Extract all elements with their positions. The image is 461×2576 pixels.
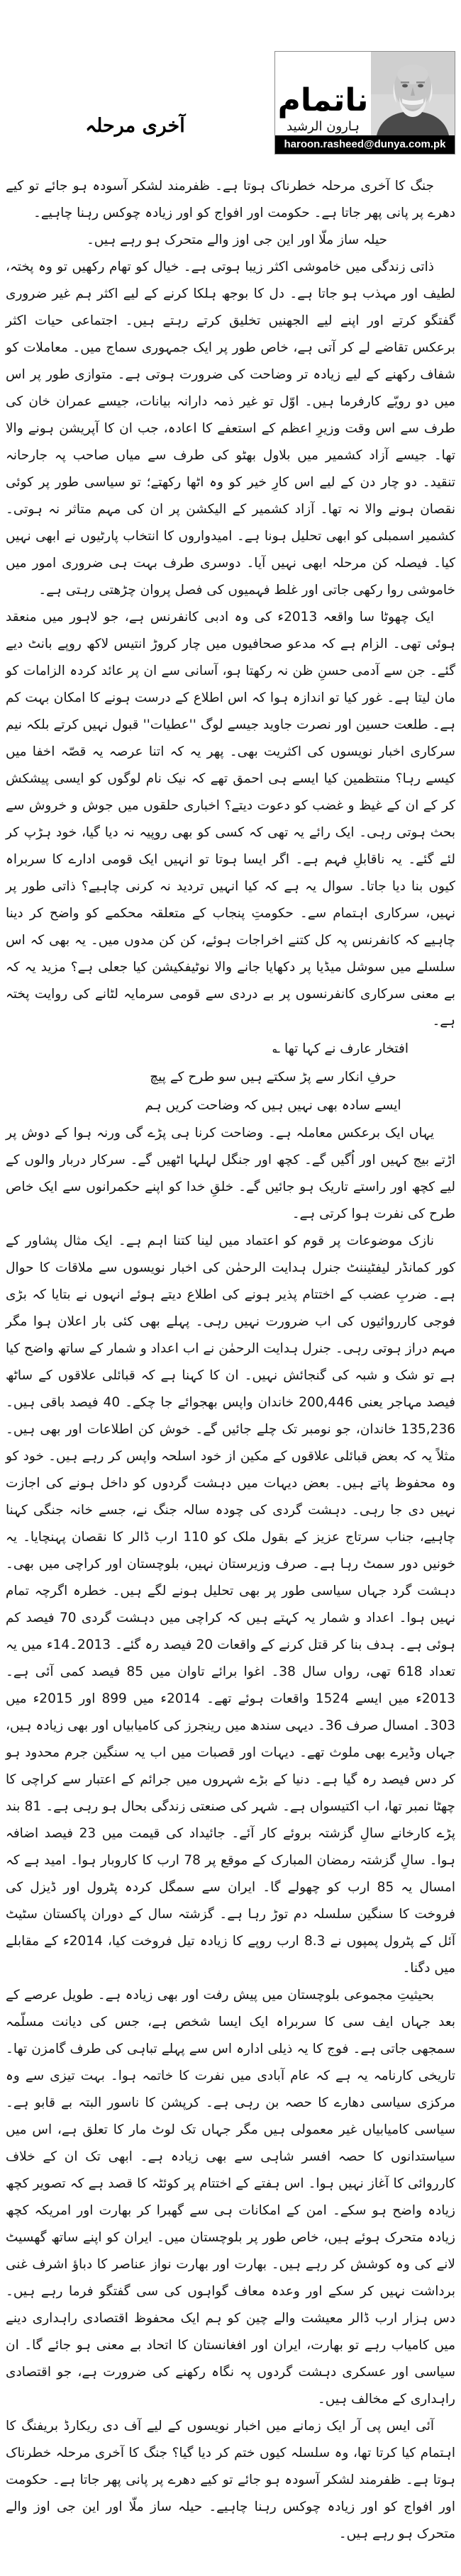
paragraph-closing: آئی ایس پی آر ایک زمانے میں اخبار نویسوں کے لیے آف دی ریکارڈ بریفنگ کا اہتمام کیا کرتا تھا، وہ سلسلہ کیوں ختم کر دیا گیا؟ جنگ کا آخری مرحلہ خطرناک ہوتا ہے۔ ظفرمند لشکر آسودہ ہو جائے تو کیے دھرے پر پانی پھر جاتا ہے۔ حکومت اور افواج کو اور زیادہ چوکس رہنا چاہیے۔ حیلہ ساز ملّا اور این جی اوز والے متحرک ہو رہے ہیں۔ bbox=[6, 2419, 455, 2541]
poem-verse-2: ایسے سادہ بھی نہیں ہیں کہ وضاحت کریں ہم bbox=[145, 1098, 401, 1113]
column-header bbox=[6, 21, 455, 155]
title-area bbox=[6, 21, 265, 137]
poem-attribution: افتخار عارف نے کہا تھا ؎ bbox=[272, 1041, 409, 1056]
article-body bbox=[6, 173, 455, 2548]
column-header-box bbox=[274, 51, 455, 155]
paragraph-statistics: نازک موضوعات پر قوم کو اعتماد میں لینا کتنا اہم ہے۔ ایک مثال پشاور کے کور کمانڈر لیفٹیننٹ جنرل ہدایت الرحمٰن کی اخبار نویسوں سے ملاقات کا حوال ہے۔ ضربِ عضب کے اختتام پذیر ہونے کی اطلاع دیتے ہوئے انہوں نے بتایا کہ بڑی فوجی کارروائیوں کی اب ضرورت نہیں رہی۔ پہلے بھی کئی بار اعلان ہوا مگر مہم دراز ہوتی رہی۔ جنرل ہدایت الرحمٰن نے اب اعداد و شمار کے ساتھ واضح کیا ہے تو شک و شبہ کی گنجائش نہیں۔ ان کا کہنا ہے کہ قبائلی علاقوں کے ساٹھ فیصد مہاجر یعنی 200,446 خاندان واپس بھجوائے جا چکے۔ 40 فیصد باقی ہیں۔ 135,236 خاندان، جو نومبر تک چلے جائیں گے۔ خوش کن اطلاعات اور بھی ہیں۔ مثلاً یہ کہ بعض قبائلی علاقوں کے مکین از خود اسلحہ واپس کر رہے ہیں۔ خود کو وہ محفوظ پاتے ہیں۔ بعض دیہات میں دہشت گردوں کو داخل ہونے کی اجازت نہیں دی جا رہی۔ دہشت گردی کی چودہ سالہ جنگ نے، جسے خانہ جنگی کہنا چاہیے، جناب سرتاج عزیز کے بقول ملک کو 110 ارب ڈالر کا نقصان پہنچایا۔ یہ خونیں دور سمٹ رہا ہے۔ صرف وزیرستان نہیں، بلوچستان اور کراچی میں بھی۔ دہشت گرد جہاں سیاسی طور پر بھی تحلیل ہونے لگے ہیں۔ خطرہ اگرچہ تمام نہیں ہوا۔ اعداد و شمار یہ کہتے ہیں کہ کراچی میں دہشت گردی 70 فیصد کم ہوئی ہے۔ ہدف بنا کر قتل کرنے کے واقعات 20 فیصد رہ گئے۔ 2013۔14ء میں یہ تعداد 618 تھی، رواں سال 38۔ اغوا برائے تاوان میں 85 فیصد کمی آئی ہے۔ 2013ء میں ایسے 1524 واقعات ہوئے تھے۔ 2014ء میں 899 اور 2015ء میں 303۔ امسال صرف 36۔ دیہی سندھ میں رینجرز کی کامیابیاں اور بھی زیادہ ہیں، جہاں وڈیرے بھی ملوث تھے۔ دیہات اور قصبات میں اب یہ سنگین جرم محدود ہو کر دس فیصد رہ گیا ہے۔ دنیا کے بڑے شہروں میں جرائم کے اعتبار سے کراچی کا چھٹا نمبر تھا، اب اکتیسواں ہے۔ شہر کی صنعتی زندگی بحال ہو رہی ہے۔ 81 بند پڑے کارخانے سالِ گزشتہ بروئے کار آئے۔ جائیداد کی قیمت میں 23 فیصد اضافہ ہوا۔ سالِ گزشتہ رمضان المبارک کے موقع پر 78 ارب کا کاروبار ہوا۔ امید ہے کہ امسال یہ 85 ارب کو چھولے گا۔ ایران سے سمگل کردہ پٹرول اور ڈیزل کی فروخت کا سنگین سلسلہ دم توڑ رہا ہے۔ گزشتہ سال کے دوران پاکستان سٹیٹ آئل کے پٹرول پمپوں نے 8.3 ارب روپے کا زیادہ تیل فروخت کیا، 2014ء کے مقابلے میں دگنا۔ bbox=[6, 1233, 456, 1976]
paragraph-clarification: یہاں ایک برعکس معاملہ ہے۔ وضاحت کرنا ہی پڑے گی ورنہ ہوا کے دوش پر اڑتے بیج کہیں اور اُگیں گے۔ کچھ اور جنگل لہلہا اٹھیں گے۔ سرکار دربار والوں کے لیے کچھ اور راستے تاریک ہو جائیں گے۔ خلقِ خدا کو اپنے حکمرانوں سے ایک خاص طرح کی نفرت ہوا کرتی ہے۔ bbox=[6, 1126, 455, 1221]
article-title: آخری مرحلہ bbox=[85, 115, 185, 137]
author-email: haroon.rasheed@dunya.com.pk bbox=[275, 135, 455, 154]
poem-verse-1: حرفِ انکار سے پڑ سکتے ہیں سو طرح کے پیچ bbox=[150, 1070, 396, 1085]
paragraph-balochistan: بحیثیتِ مجموعی بلوچستان میں پیش رفت اور بھی زیادہ ہے۔ طویل عرصے کے بعد جہاں ایف سی کا سربراہ ایک ایسا شخص ہے، جس کی دیانت مسلّمہ سمجھی جاتی ہے۔ فوج کا یہ ذیلی ادارہ اس سے پہلے تباہی کی طرف گامزن تھا۔ تاریخی کارنامہ یہ ہے کہ عام آبادی میں نفرت کا خاتمہ ہوا۔ بہت تیزی سے وہ مرکزی سیاسی دھارے کا حصہ بن رہی ہے۔ کرپشن کا ناسور البتہ بے قابو ہے۔ سیاسی کامیابیاں غیر معمولی ہیں مگر جہاں تک لوٹ مار کا تعلق ہے، اس میں سیاستدانوں کا حصہ افسر شاہی سے بھی زیادہ ہے۔ ابھی تک ان کے خلاف کارروائی کا آغاز نہیں ہوا۔ اس ہفتے کے اختتام پر کوئٹہ کا قصد ہے کہ تصویر کچھ زیادہ واضح ہو سکے۔ امن کے امکانات ہی سے گھبرا کر بھارت اور امریکہ کچھ زیادہ متحرک ہوئے ہیں، خاص طور پر بلوچستان میں۔ ایران کو اپنے ساتھ گھسیٹ لانے کی وہ کوشش کر رہے ہیں۔ بھارت اور بھارت نواز عناصر کا دباؤ اشرف غنی برداشت نہیں کر سکے اور وعدہ معاف گواہوں کی سی گفتگو فرما رہے ہیں۔ دس ہزار ارب ڈالر معیشت والے چین کو ہم ایک محفوظ اقتصادی راہداری دینے میں کامیاب رہے تو بھارت، ایران اور افغانستان کا اتحاد بے معنی ہو جائے گا۔ ان سیاسی اور عسکری دہشت گردوں پہ نگاہ رکھنے کی ضرورت ہے، جو اقتصادی راہداری کے مخالف ہیں۔ bbox=[6, 1988, 455, 2407]
author-photo bbox=[371, 52, 455, 135]
column-logo: ناتمام bbox=[277, 82, 369, 118]
author-name: ہارون الرشید bbox=[287, 119, 360, 134]
paragraph-standalone-line: حیلہ ساز ملّا اور این جی اوز والے متحرک ہو رہے ہیں۔ bbox=[86, 233, 387, 247]
paragraph-conference: ایک چھوٹا سا واقعہ 2013ء کی وہ ادبی کانفرنس ہے، جو لاہور میں منعقد ہوئی تھی۔ الزام ہے کہ مدعو صحافیوں میں چار کروڑ انتیس لاکھ روپے بانٹ دیے گئے۔ جن سے آدمی حسنِ ظن نہ رکھتا ہو، آسانی سے ان پر عائد کردہ الزامات کو مان لیتا ہے۔ غور کیا تو اندازہ ہوا کہ اس اطلاع کے درست ہونے کا امکان بہت کم ہے۔ طلعت حسین اور نصرت جاوید جیسے لوگ ''عطیات'' قبول نہیں کرتے بلکہ نیم سرکاری اخبار نویسوں کی اکثریت بھی۔ پھر یہ کہ اتنا عرصہ یہ قصّہ اخفا میں کیسے رہا؟ منتظمین کیا ایسے ہی احمق تھے کہ نیک نام لوگوں کو ایسی پیشکش کر کے ان کے غیظ و غضب کو دعوت دیتے؟ اخباری حلقوں میں جوش و خروش سے بحث ہوتی رہی۔ ایک رائے یہ تھی کہ کسی کو بھی روپیہ نہ دیا گیا، خود ہڑپ کر لئے گئے۔ یہ ناقابلِ فہم ہے۔ اگر ایسا ہوتا تو انہیں ایک قومی ادارے کا سربراہ کیوں بنا دیا جاتا۔ سوال یہ ہے کہ کیا انہیں تردید نہ کرنی چاہیے؟ ذاتی طور پر نہیں، سرکاری اہتمام سے۔ حکومتِ پنجاب کے متعلقہ محکمے کو واضح کر دینا چاہیے کہ کانفرنس پہ کل کتنے اخراجات ہوئے، کن کن مدوں میں۔ یہ بھی کہ اس سلسلے میں سوشل میڈیا پر دکھایا جانے والا نوٹیفکیشن کیا جعلی ہے؟ مزید یہ کہ بے معنی سرکاری کانفرنسوں پر بے دردی سے قومی سرمایہ لٹانے کی روایت پختہ ہے۔ bbox=[6, 610, 455, 1029]
paragraph-opening: جنگ کا آخری مرحلہ خطرناک ہوتا ہے۔ ظفرمند لشکر آسودہ ہو جائے تو کیے دھرے پر پانی پھر جاتا ہے۔ حکومت اور افواج کو اور زیادہ چوکس رہنا چاہیے۔ bbox=[6, 179, 455, 220]
paragraph-silence: ذاتی زندگی میں خاموشی اکثر زیبا ہوتی ہے۔ خیال کو تھام رکھیں تو وہ پختہ، لطیف اور مہذب ہو جاتا ہے۔ دل کا بوجھ ہلکا کرنے کے لیے اکثر ہم غیر ضروری گفتگو کرتے اور اپنے لیے الجھنیں تخلیق کرتے رہتے ہیں۔ اجتماعی حیات اکثر برعکس تقاضے لے کر آتی ہے، خاص طور پر ایک جمہوری سماج میں۔ معاملات کو شفاف رکھنے کے لیے زیادہ تر وضاحت کی ضرورت ہوتی ہے۔ متوازی طور پر اس میں دو رویّے کارفرما ہیں۔ اوّل تو غیر ذمہ دارانہ بیانات، جیسے عمران خان کی طرف سے اس وقت وزیرِ اعظم کے استعفے کا اعادہ، جب ان کا آپریشن ہونے والا تھا۔ جیسے آزاد کشمیر میں بلاول بھٹو کی طرف سے میاں صاحب پہ جارحانہ تنقید۔ دو چار دن کے لیے اس کارِ خیر کو وہ اٹھا رکھتے؛ تو سیاسی طور پر کوئی نقصان ہونے والا نہ تھا۔ آزاد کشمیر کے الیکشن پر ان کی مہم متاثر نہ ہوتی۔ کشمیر اسمبلی کو ابھی تحلیل ہونا ہے۔ امیدواروں کا انتخاب پارٹیوں نے ابھی نہیں کیا۔ فیصلہ کن مرحلہ ابھی نہیں آیا۔ دوسری طرف بہت ہی ضروری امور میں خاموشی روا رکھی جاتی اور غلط فہمیوں کی فصل پروان چڑھتی رہتی ہے۔ bbox=[6, 259, 455, 598]
